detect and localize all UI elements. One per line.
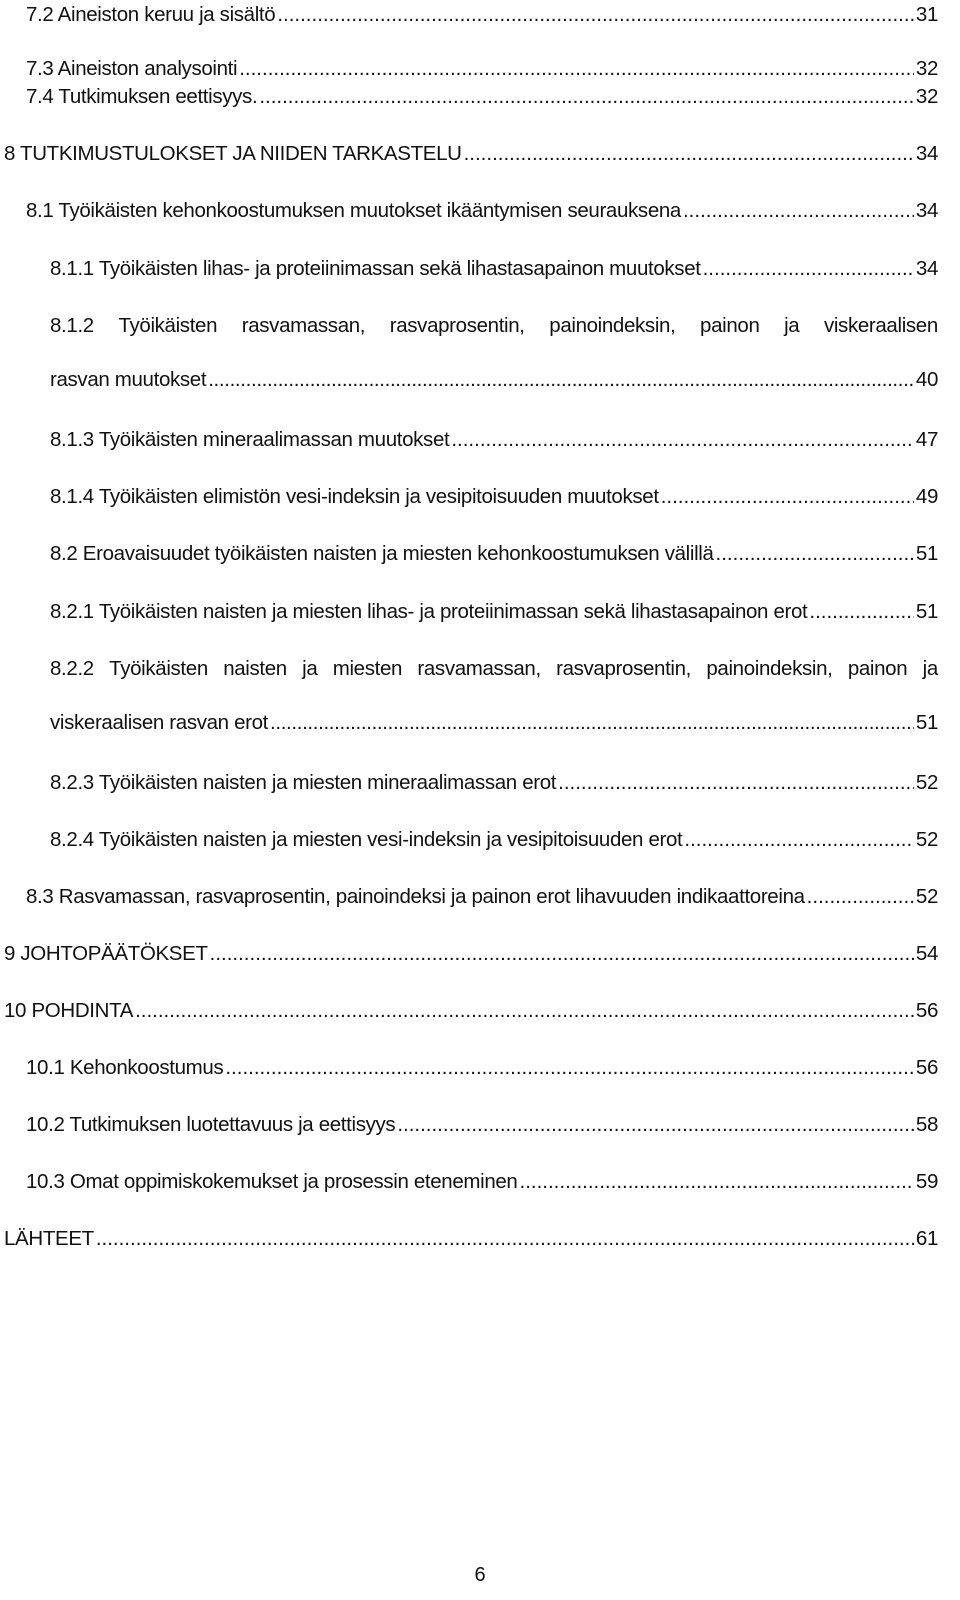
dot-leader bbox=[210, 941, 914, 967]
toc-entry-title: 7.4 Tutkimuksen eettisyys. bbox=[26, 85, 258, 108]
toc-entry-10-2[interactable] bbox=[0, 1112, 960, 1138]
toc-entry-title: 7.2 Aineiston keruu ja sisältö bbox=[26, 3, 276, 26]
toc-word: rasvamassan, bbox=[417, 657, 541, 680]
toc-entry-title: 8.1.4 Työikäisten elimistön vesi-indeksin ja vesipitoisuuden muutokset bbox=[50, 485, 659, 508]
toc-entry-title: 7.3 Aineiston analysointi bbox=[26, 57, 238, 80]
toc-entry-title: 10.3 Omat oppimiskokemukset ja prosessin eteneminen bbox=[26, 1170, 518, 1193]
toc-entry-10-1[interactable] bbox=[0, 1055, 960, 1081]
toc-entry-continuation: viskeraalisen rasvan erot bbox=[50, 711, 268, 734]
dot-leader bbox=[807, 884, 914, 910]
toc-page-number: 58 bbox=[915, 1113, 938, 1136]
toc-page-number: 49 bbox=[915, 485, 938, 508]
toc-page-number: 34 bbox=[915, 199, 938, 222]
toc-entry-8-2[interactable] bbox=[0, 541, 960, 567]
toc-page-number: 40 bbox=[915, 368, 938, 391]
toc-word: 8.2.2 bbox=[50, 657, 94, 680]
toc-entry-title: 8.1.1 Työikäisten lihas- ja proteiinimassan sekä lihastasapainon muutokset bbox=[50, 257, 701, 280]
toc-word: painon bbox=[700, 314, 760, 337]
toc-entry-title: 8.3 Rasvamassan, rasvaprosentin, painoindeksi ja painon erot lihavuuden indikaattoreina bbox=[26, 885, 805, 908]
dot-leader bbox=[225, 1055, 914, 1081]
toc-page-number: 34 bbox=[915, 142, 938, 165]
dot-leader bbox=[96, 1226, 914, 1252]
toc-word: Työikäisten bbox=[109, 657, 208, 680]
toc-word: 8.1.2 bbox=[50, 314, 94, 337]
toc-entry-title: 8.2.3 Työikäisten naisten ja miesten mineraalimassan erot bbox=[50, 771, 557, 794]
toc-page-number: 51 bbox=[915, 711, 938, 734]
toc-entry-8-1-2[interactable] bbox=[0, 313, 960, 393]
toc-page-number: 52 bbox=[915, 771, 938, 794]
toc-word: ja bbox=[922, 657, 938, 680]
toc-page-number: 56 bbox=[915, 1056, 938, 1079]
toc-word: Työikäisten bbox=[118, 314, 218, 337]
toc-entry-7-2[interactable] bbox=[0, 2, 960, 28]
toc-word: painon bbox=[847, 657, 908, 680]
dot-leader bbox=[208, 367, 914, 393]
toc-word: painoindeksin, bbox=[706, 657, 833, 680]
toc-page-number: 52 bbox=[915, 828, 938, 851]
toc-entry-continuation: rasvan muutokset bbox=[50, 368, 207, 391]
dot-leader bbox=[684, 827, 914, 853]
dot-leader bbox=[716, 541, 914, 567]
toc-entry-8-1[interactable] bbox=[0, 198, 960, 224]
dot-leader bbox=[661, 484, 914, 510]
toc-page-number: 59 bbox=[915, 1170, 938, 1193]
toc-entry-title: LÄHTEET bbox=[4, 1227, 94, 1250]
toc-page-number: 32 bbox=[915, 57, 938, 80]
toc-page-number: 54 bbox=[915, 942, 938, 965]
dot-leader bbox=[270, 710, 914, 736]
toc-entry-title: 10 POHDINTA bbox=[4, 999, 134, 1022]
dot-leader bbox=[558, 770, 914, 796]
toc-entry-8-1-1[interactable] bbox=[0, 256, 960, 282]
toc-word: miesten bbox=[332, 657, 403, 680]
toc-entry-title: 8.1.3 Työikäisten mineraalimassan muutokset bbox=[50, 428, 450, 451]
toc-entry-8-3[interactable] bbox=[0, 884, 960, 910]
toc-page-number: 51 bbox=[915, 600, 938, 623]
dot-leader bbox=[809, 599, 914, 625]
toc-entry-8-2-2[interactable] bbox=[0, 656, 960, 736]
toc-entry-8[interactable] bbox=[0, 141, 960, 167]
dot-leader bbox=[464, 141, 914, 167]
dot-leader bbox=[451, 427, 914, 453]
dot-leader bbox=[520, 1169, 914, 1195]
dot-leader bbox=[277, 2, 914, 28]
dot-leader bbox=[397, 1112, 914, 1138]
toc-word: ja bbox=[302, 657, 318, 680]
toc-entry-title: 10.2 Tutkimuksen luotettavuus ja eettisyys bbox=[26, 1113, 396, 1136]
toc-entry-7-3[interactable] bbox=[0, 56, 960, 82]
toc-word: ja bbox=[784, 314, 800, 337]
dot-leader bbox=[259, 84, 914, 110]
toc-entry-title: 8.2.1 Työikäisten naisten ja miesten lihas- ja proteiinimassan sekä lihastasapainon erot bbox=[50, 600, 808, 623]
toc-word: rasvaprosentin, bbox=[389, 314, 525, 337]
toc-entry-title: 8.1 Työikäisten kehonkoostumuksen muutokset ikääntymisen seurauksena bbox=[26, 199, 681, 222]
toc-entry-8-1-3[interactable] bbox=[0, 427, 960, 453]
toc-page-number: 52 bbox=[915, 885, 938, 908]
toc-entry-title: 8 TUTKIMUSTULOKSET JA NIIDEN TARKASTELU bbox=[4, 142, 462, 165]
dot-leader bbox=[683, 198, 914, 224]
dot-leader bbox=[703, 256, 914, 282]
toc-entry-title: 10.1 Kehonkoostumus bbox=[26, 1056, 224, 1079]
toc-entry-title: 9 JOHTOPÄÄTÖKSET bbox=[4, 942, 208, 965]
dot-leader bbox=[239, 56, 914, 82]
toc-entry-8-2-1[interactable] bbox=[0, 599, 960, 625]
toc-entry-8-2-3[interactable] bbox=[0, 770, 960, 796]
toc-entry-7-4[interactable] bbox=[0, 84, 960, 110]
toc-page-number: 56 bbox=[915, 999, 938, 1022]
toc-word: painoindeksin, bbox=[549, 314, 676, 337]
toc-entry-lahteet[interactable] bbox=[0, 1226, 960, 1252]
toc-entry-9[interactable] bbox=[0, 941, 960, 967]
page-number: 6 bbox=[474, 1564, 486, 1586]
dot-leader bbox=[135, 998, 914, 1024]
toc-entry-title: 8.2 Eroavaisuudet työikäisten naisten ja miesten kehonkoostumuksen välillä bbox=[50, 542, 714, 565]
toc-word: rasvamassan, bbox=[241, 314, 366, 337]
toc-entry-10-3[interactable] bbox=[0, 1169, 960, 1195]
justified-line bbox=[50, 656, 938, 682]
toc-page-number: 34 bbox=[915, 257, 938, 280]
toc-page-number: 32 bbox=[915, 85, 938, 108]
toc-word: viskeraalisen bbox=[823, 314, 938, 337]
toc-entry-title: 8.2.4 Työikäisten naisten ja miesten vesi-indeksin ja vesipitoisuuden erot bbox=[50, 828, 683, 851]
toc-entry-8-2-4[interactable] bbox=[0, 827, 960, 853]
toc-entry-8-1-4[interactable] bbox=[0, 484, 960, 510]
justified-line bbox=[50, 313, 938, 339]
toc-entry-10[interactable] bbox=[0, 998, 960, 1024]
toc-page-number: 61 bbox=[915, 1227, 938, 1250]
toc-page-number: 47 bbox=[915, 428, 938, 451]
toc-page-number: 51 bbox=[915, 542, 938, 565]
toc-word: naisten bbox=[223, 657, 287, 680]
toc-word: rasvaprosentin, bbox=[556, 657, 692, 680]
toc-page-number: 31 bbox=[915, 3, 938, 26]
